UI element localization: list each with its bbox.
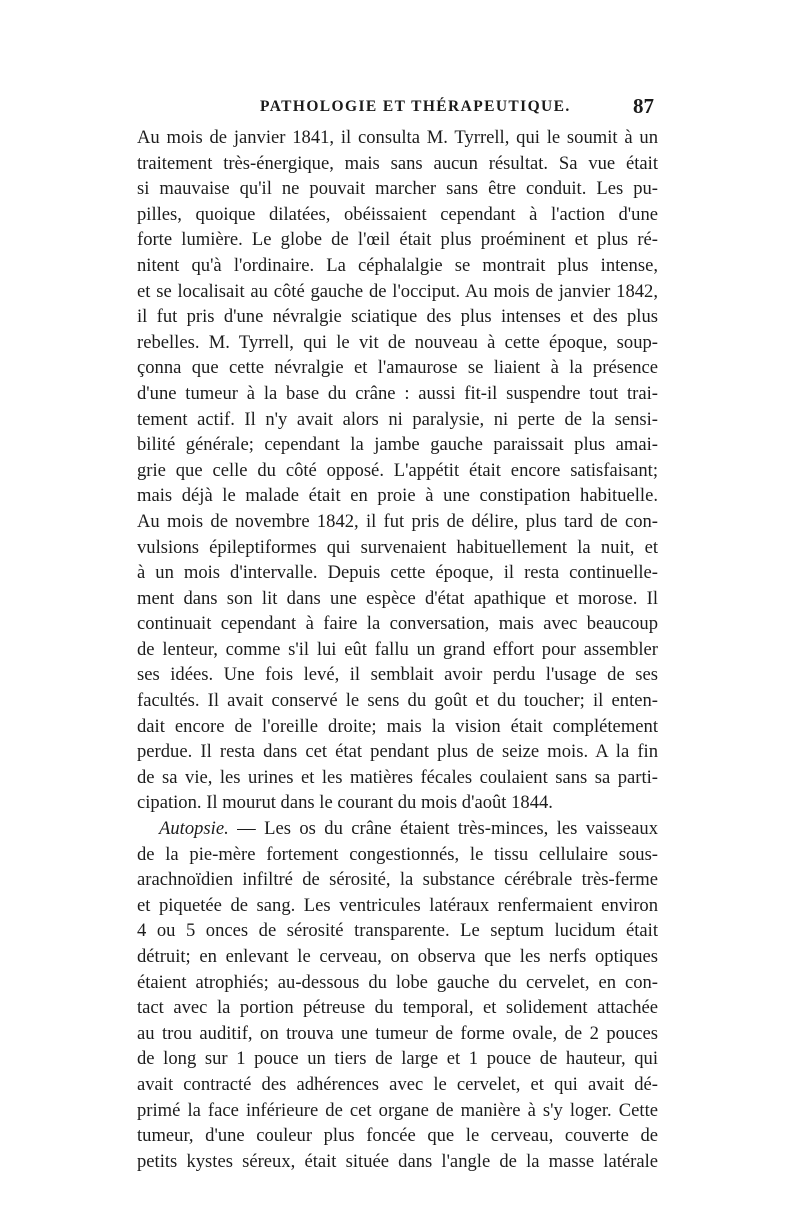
text-line: Au mois de novembre 1842, il fut pris de délire, plus tard de con- — [137, 510, 658, 532]
text-line: çonna que cette névralgie et l'amaurose se liaient à la présence — [137, 357, 658, 379]
text-line: détruit; en enlevant le cerveau, on observa que les nerfs optiques — [137, 946, 658, 967]
autopsie-paragraph — [137, 842, 658, 1175]
text-line: étaient atrophiés; au-dessous du lobe gauche du cervelet, en con- — [137, 971, 658, 993]
text-line: rebelles. M. Tyrrell, qui le vit de nouveau à cette époque, soup- — [137, 331, 658, 353]
autopsie-heading: Autopsie. — [159, 818, 229, 840]
body-text — [137, 125, 658, 1174]
text-line: de la pie-mère fortement congestionnés, le tissu cellulaire sous- — [137, 843, 658, 865]
case-narrative — [137, 125, 658, 816]
text-line: ment dans son lit dans une espèce d'état apathique et morose. Il — [137, 587, 658, 609]
text-line: tement actif. Il n'y avait alors ni paralysie, ni perte de la sensi- — [137, 408, 658, 430]
text-line: de sa vie, les urines et les matières fécales coulaient sans sa parti- — [137, 766, 658, 788]
page-number: 87 — [633, 94, 654, 118]
text-line: Au mois de janvier 1841, il consulta M. Tyrrell, qui le soumit à un — [137, 127, 658, 148]
text-line: pilles, quoique dilatées, obéissaient cependant à l'action d'une — [137, 203, 658, 225]
text-line: vulsions épileptiformes qui survenaient habituellement la nuit, et — [137, 536, 658, 558]
text-line: de long sur 1 pouce un tiers de large et 1 pouce de hauteur, qui — [137, 1048, 658, 1070]
text-line: d'une tumeur à la base du crâne : aussi fit-il suspendre tout trai- — [137, 382, 658, 404]
text-line: perdue. Il resta dans cet état pendant plus de seize mois. A la fin — [137, 741, 658, 763]
text-line: et piquetée de sang. Les ventricules latéraux renfermaient environ — [137, 894, 658, 916]
text-line: et se localisait au côté gauche de l'occiput. Au mois de janvier 1842, — [137, 280, 658, 302]
text-line: cipation. Il mourut dans le courant du mois d'août 1844. — [137, 792, 553, 814]
text-line: nitent qu'à l'ordinaire. La céphalalgie se montrait plus intense, — [137, 254, 658, 276]
autopsie-first-line-text: — Les os du crâne étaient très-minces, les vaisseaux — [228, 818, 658, 840]
text-line: arachnoïdien infiltré de sérosité, la substance cérébrale très-ferme — [137, 869, 658, 891]
text-line: à un mois d'intervalle. Depuis cette époque, il resta continuelle- — [137, 562, 658, 584]
text-line: si mauvaise qu'il ne pouvait marcher sans être conduit. Les pu- — [137, 178, 658, 200]
text-line: ses idées. Une fois levé, il semblait avoir perdu l'usage de ses — [137, 664, 658, 686]
running-title: PATHOLOGIE ET THÉRAPEUTIQUE. — [260, 98, 571, 115]
text-line: continuait cependant à faire la conversation, mais avec beaucoup — [137, 613, 658, 635]
text-line: il fut pris d'une névralgie sciatique des plus intenses et des plus — [137, 306, 658, 328]
text-line: de lenteur, comme s'il lui eût fallu un grand effort pour assembler — [137, 638, 658, 660]
text-line: primé la face inférieure de cet organe de manière à s'y loger. Cette — [137, 1099, 658, 1121]
text-line: forte lumière. Le globe de l'œil était plus proéminent et plus ré- — [137, 229, 658, 251]
text-line: bilité générale; cependant la jambe gauche paraissait plus amai- — [137, 434, 658, 456]
page-header — [137, 94, 658, 120]
text-line: tact avec la portion pétreuse du temporal, et solidement attachée — [137, 997, 658, 1019]
text-line: 4 ou 5 onces de sérosité transparente. Le septum lucidum était — [137, 920, 658, 942]
text-line: avait contracté des adhérences avec le cervelet, et qui avait dé- — [137, 1073, 658, 1095]
autopsie-first-line — [137, 816, 658, 842]
text-line: dait encore de l'oreille droite; mais la vision était complétement — [137, 715, 658, 737]
text-line: facultés. Il avait conservé le sens du goût et du toucher; il enten- — [137, 690, 658, 712]
text-line: tumeur, d'une couleur plus foncée que le cerveau, couverte de — [137, 1125, 658, 1147]
text-line: petits kystes séreux, était située dans l'angle de la masse latérale — [137, 1150, 658, 1172]
text-line: traitement très-énergique, mais sans aucun résultat. Sa vue était — [137, 152, 658, 174]
text-line: au trou auditif, on trouva une tumeur de forme ovale, de 2 pouces — [137, 1022, 658, 1044]
text-line: mais déjà le malade était en proie à une constipation habituelle. — [137, 485, 658, 507]
text-line: grie que celle du côté opposé. L'appétit était encore satisfaisant; — [137, 459, 658, 481]
